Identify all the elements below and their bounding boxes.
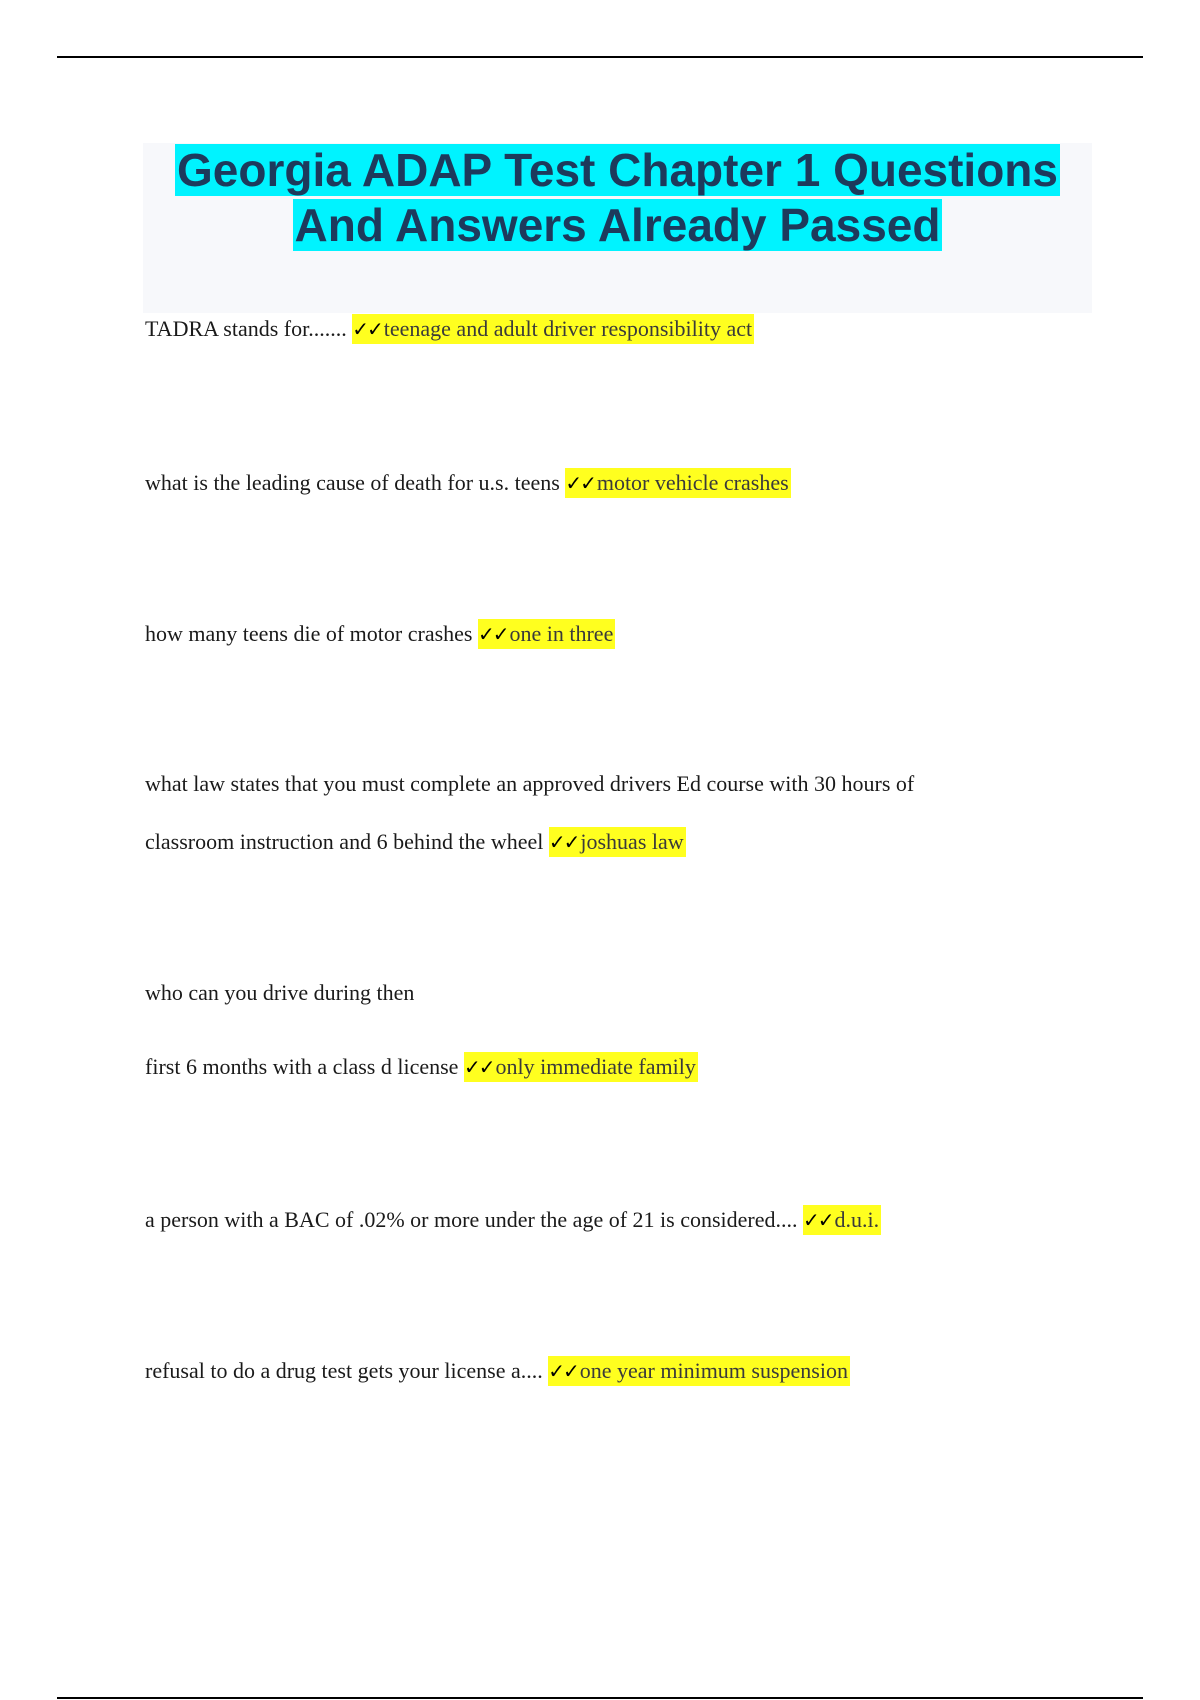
answer-text: d.u.i. — [834, 1207, 880, 1232]
top-rule — [57, 56, 1143, 58]
title-line-2: And Answers Already Passed — [294, 199, 941, 251]
answer-highlight — [352, 314, 754, 344]
answer-highlight — [565, 468, 790, 498]
answer-text: teenage and adult driver responsibility act — [383, 316, 753, 341]
checkmark-icon: ✓✓ — [565, 471, 595, 495]
title-block — [143, 143, 1092, 313]
answer-text: motor vehicle crashes — [596, 470, 789, 495]
checkmark-icon: ✓✓ — [477, 622, 508, 646]
qa-item-2 — [145, 468, 1105, 498]
answer-highlight — [549, 827, 686, 857]
answer-highlight — [548, 1356, 850, 1386]
bottom-rule — [57, 1697, 1143, 1699]
qa-item-5-line-2 — [145, 1052, 1105, 1082]
checkmark-icon: ✓✓ — [548, 830, 579, 854]
answer-highlight — [803, 1205, 881, 1235]
question-text: what is the leading cause of death for u.s. teens — [145, 470, 566, 495]
question-text: what law states that you must complete an approved drivers Ed course with 30 hours of — [145, 771, 915, 796]
checkmark-icon: ✓✓ — [352, 317, 382, 341]
checkmark-icon: ✓✓ — [548, 1359, 578, 1383]
checkmark-icon: ✓✓ — [463, 1055, 494, 1079]
qa-item-7 — [145, 1356, 1105, 1386]
question-text: refusal to do a drug test gets your license a.... — [145, 1358, 549, 1383]
checkmark-icon: ✓✓ — [803, 1208, 833, 1232]
answer-text: one in three — [509, 621, 614, 646]
answer-highlight — [464, 1052, 698, 1082]
qa-item-4-line-1 — [145, 769, 1105, 799]
qa-item-6 — [145, 1205, 1105, 1235]
title-line-1: Georgia ADAP Test Chapter 1 Questions — [176, 144, 1058, 196]
page-title — [143, 143, 1092, 253]
qa-item-4-line-2 — [145, 827, 1105, 857]
question-text: how many teens die of motor crashes — [145, 621, 478, 646]
qa-item-1 — [145, 314, 1105, 344]
qa-item-5-line-1 — [145, 978, 1105, 1008]
qa-item-3 — [145, 619, 1105, 649]
answer-highlight — [478, 619, 615, 649]
question-text: classroom instruction and 6 behind the wheel — [145, 829, 549, 854]
answer-text: joshuas law — [580, 829, 684, 854]
question-text: first 6 months with a class d license — [145, 1054, 464, 1079]
question-text: a person with a BAC of .02% or more under the age of 21 is considered.... — [145, 1207, 804, 1232]
question-text: who can you drive during then — [145, 980, 415, 1005]
answer-text: only immediate family — [495, 1054, 696, 1079]
question-text: TADRA stands for....... — [145, 316, 353, 341]
answer-text: one year minimum suspension — [579, 1358, 848, 1383]
